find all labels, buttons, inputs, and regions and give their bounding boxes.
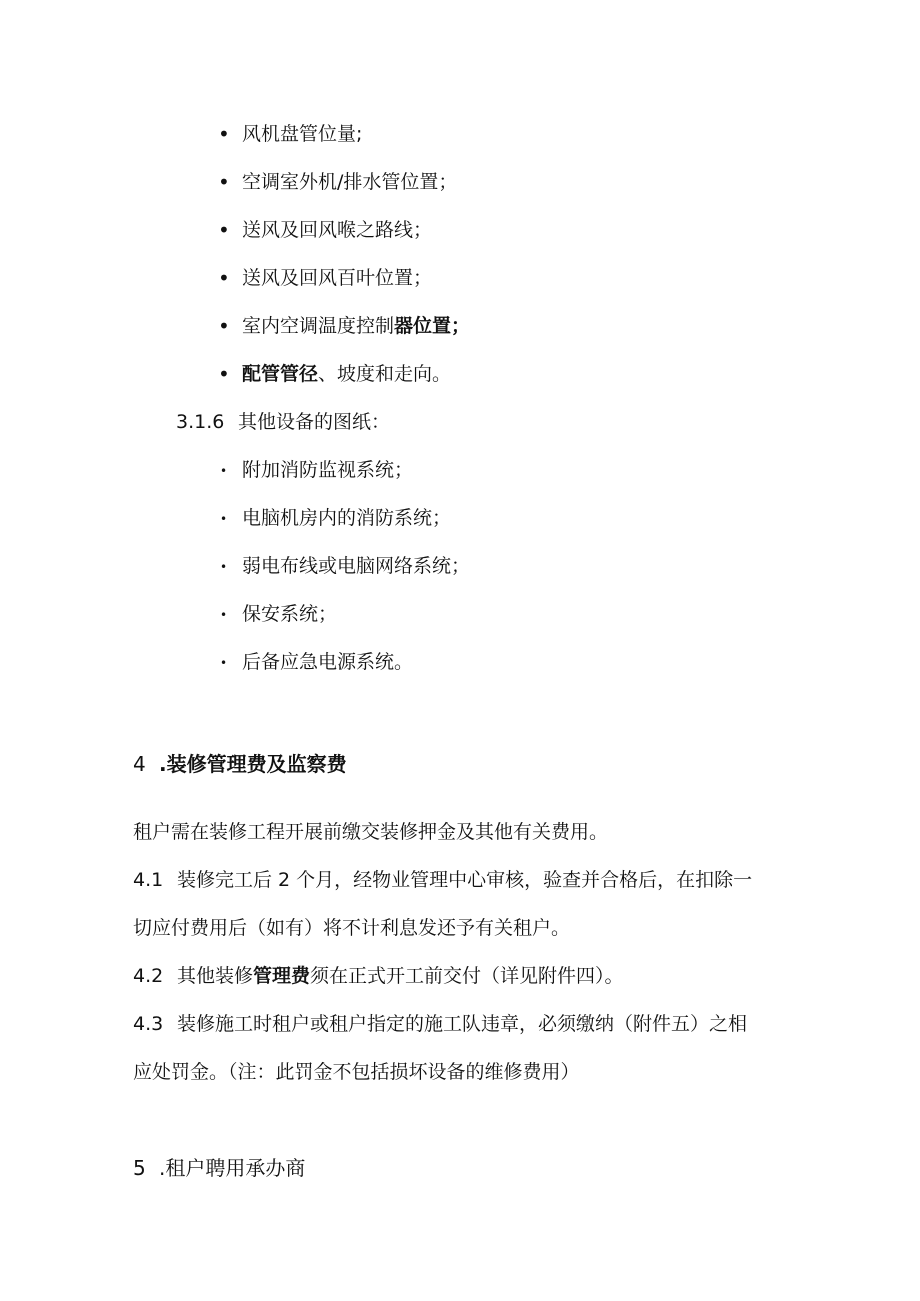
subsection-heading: [176, 410, 390, 434]
hvac-item-5-bold: 器位置；: [394, 315, 471, 337]
clause-4-1-line-2: 切应付费用后（如有）将不计利息发还予有关租户。: [133, 917, 571, 939]
clause-4-3-text: 装修施工时租户或租户指定的施工队违章，必须缴纳（附件五）之相: [177, 1013, 748, 1035]
bullet-icon: •: [220, 656, 228, 670]
hvac-item-6: [242, 362, 451, 386]
bullet-icon: •: [218, 266, 230, 290]
section-5-heading: [133, 1156, 305, 1180]
other-item-1: 附加消防监视系统；: [242, 459, 414, 481]
hvac-item-5: [242, 314, 470, 338]
hvac-item-3: 送风及回风喉之路线；: [242, 219, 433, 241]
section-4-intro: 租户需在装修工程开展前缴交装修押金及其他有关费用。: [133, 821, 609, 843]
other-item-5: 后备应急电源系统。: [242, 651, 414, 673]
clause-4-2: [133, 964, 624, 988]
clause-4-2-text-c: 须在正式开工前交付（详见附件四）。: [310, 965, 624, 987]
hvac-item-2: 空调室外机/排水管位置；: [242, 171, 458, 193]
subsection-title: 其他设备的图纸：: [238, 411, 391, 433]
hvac-item-6-regular: 、坡度和走向。: [318, 363, 452, 385]
clause-4-3-line-1: [133, 1012, 747, 1036]
section-4-title: .装修管理费及监察费: [159, 752, 347, 776]
bullet-icon: •: [220, 608, 228, 622]
bullet-icon: •: [218, 122, 230, 146]
clause-4-2-text-a: 其他装修: [177, 965, 254, 987]
bullet-icon: •: [220, 512, 228, 526]
clause-4-3-line-2: 应处罚金。（注：此罚金不包括损坏设备的维修费用）: [133, 1061, 580, 1083]
bullet-icon: •: [220, 560, 228, 574]
section-5-number: 5: [133, 1156, 146, 1180]
clause-4-1-line-1: [133, 868, 752, 892]
clause-4-2-text-bold: 管理费: [253, 965, 311, 987]
section-4-heading: [133, 752, 347, 776]
hvac-item-6-bold: 配管管径: [242, 363, 319, 385]
clause-4-3-number: 4.3: [133, 1013, 164, 1035]
other-item-4: 保安系统；: [242, 603, 338, 625]
section-5-title: .租户聘用承办商: [159, 1156, 306, 1180]
hvac-item-4: 送风及回风百叶位置；: [242, 267, 433, 289]
hvac-item-1: 风机盘管位量;: [242, 123, 363, 145]
bullet-icon: •: [218, 314, 230, 338]
clause-4-1-number: 4.1: [133, 869, 164, 891]
other-item-2: 电脑机房内的消防系统；: [242, 507, 452, 529]
section-4-number: 4: [133, 752, 146, 776]
clause-4-2-number: 4.2: [133, 965, 164, 987]
other-item-3: 弱电布线或电脑网络系统；: [242, 555, 471, 577]
bullet-icon: •: [220, 464, 228, 478]
hvac-item-5-regular: 室内空调温度控制: [242, 315, 395, 337]
subsection-number: 3.1.6: [176, 411, 225, 433]
clause-4-1-text: 装修完工后 2 个月，经物业管理中心审核，验查并合格后，在扣除一: [177, 869, 753, 891]
bullet-icon: •: [218, 170, 230, 194]
bullet-icon: •: [218, 362, 230, 386]
bullet-icon: •: [218, 218, 230, 242]
